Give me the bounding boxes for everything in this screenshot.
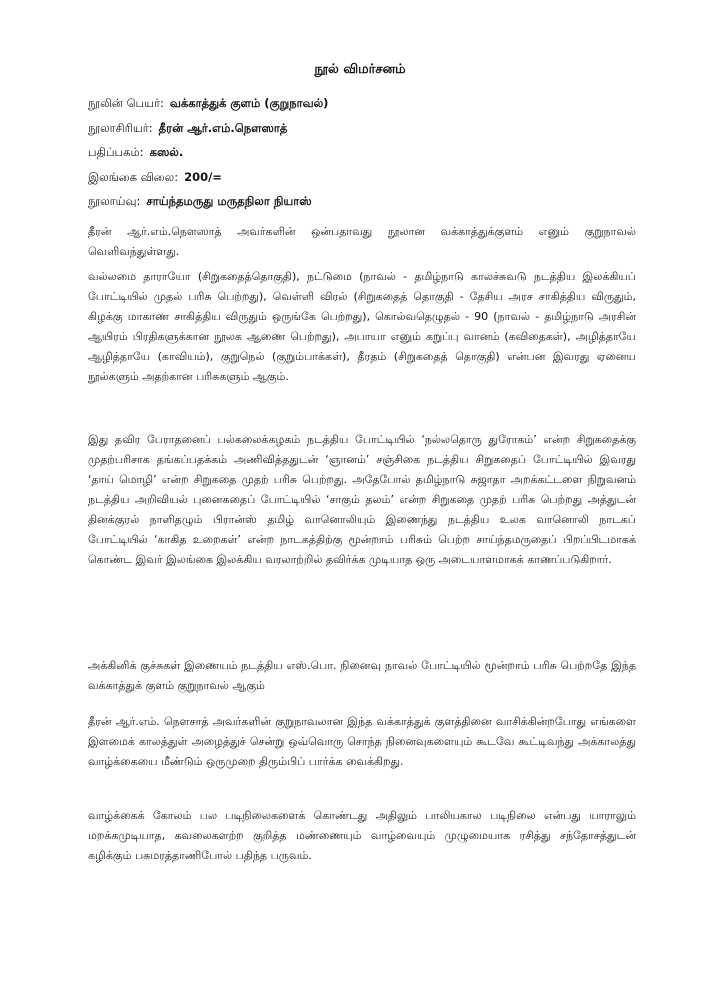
meta-label: நூலாசிரியர்: (88, 121, 153, 135)
meta-author (88, 121, 287, 137)
meta-publisher (88, 145, 183, 161)
meta-reviewer (88, 194, 312, 210)
meta-value: தீரன் ஆர்.எம்.நௌஸாத் (158, 121, 288, 135)
page-title: நூல் விமர்சனம் (314, 62, 406, 77)
paragraph-2: வல்லமை தாராயோ (சிறுகதைத்தொகுதி), நட்டுமை (நாவல் - தமிழ்நாடு காலச்சுவடு நடத்திய இலக்கியப் போட்டியில் முதல் பரிசு பெற்றது), வெள்ளி விரல் (சிறுகதைத் தொகுதி - தேசிய அரச சாகித்திய விருதும், கிழக்கு மாகாண சாகித்திய விருதும் ஒருங்கே பெற்றது), கொல்வதெழுதல் - 90 (நாவல் - தமிழ்நாடு அரசின் ஆயிரம் பிரதிகளுக்கான நூலக ஆணை பெற்றது), அபாயா எனும் கறுப்பு வானம் (கவிதைகள்), அழித்தாயே ஆழித்தாயே (காவியம்), குறுநெல் (குறும்பாக்கள்), தீரதம் (சிறுகதைத் தொகுதி) என்பன இவரது ஏனைய நூல்களும் அதற்கான பரிசுகளும் ஆகும். (88, 270, 636, 383)
meta-value: சாய்ந்தமருது மருதநிலா நியாஸ் (146, 194, 312, 208)
meta-label: இலங்கை விலை: (88, 170, 179, 184)
meta-value: கஸல். (149, 145, 184, 159)
meta-label: நூலாய்வு: (88, 194, 141, 208)
paragraph-5: தீரன் ஆர்.எம். நௌசாத் அவர்களின் குறுநாவலான இந்த வக்காத்துக் குளத்தினை வாசிக்கின்றபோது எங்களை இளமைக் காலத்துள் அழைத்துச் சென்று ஒவ்வொரு சொந்த நினைவுகளையும் கூடவே கூட்டிவந்து அக்காலத்து வாழ்க்கையை மீண்டும் ஒருமுறை திரும்பிப் பார்க்க வைக்கிறது. (88, 715, 636, 768)
meta-value: வக்காத்துக் குளம் (குறுநாவல்) (169, 96, 329, 110)
paragraph-6: வாழ்க்கைக் கோலம் பல படிநிலைகளைக் கொண்டது அதிலும் பாலியகால படிநிலை என்பது யாராலும் மறக்கமுடியாத, கவலைகளற்ற குறித்த மண்ணையும் வாழ்வையும் முழுமையாக ரசித்து சந்தோசத்துடன் கழிக்கும் பசுமரத்தாணிபோல் பதிந்த பருவம். (88, 809, 636, 862)
paragraph-1: தீரன் ஆர்.எம்.நௌஸாத் அவர்களின் ஒன்பதாவது நூலான வக்காத்துக்குளம் எனும் குறுநாவல் வெளிவந்துள்ளது. (88, 225, 636, 258)
meta-label: நூலின் பெயர்: (88, 96, 164, 110)
meta-book-name (88, 96, 328, 112)
meta-price (88, 170, 222, 186)
paragraph-3: இது தவிர பேராதனைப் பல்கலைக்கழகம் நடத்திய போட்டியில் ‘நல்லதொரு துரோகம்’ என்ற சிறுகதைக்கு முதற்பரிசாக தங்கப்பதக்கம் அணிவித்ததுடன் ‘ஞானம்’ சஞ்சிகை நடத்திய சிறுகதைப் போட்டியில் இவரது ‘தாய் மொழி’ என்ற சிறுகதை முதற் பரிசு பெற்றது. அதேபோல் தமிழ்நாடு சுஜாதா அறக்கட்டளை நிறுவனம் நடத்திய அறிவியல் புனைகதைப் போட்டியில் ‘சாகும் தலம்’ என்ற சிறுகதை முதற் பரிசு பெற்றது அத்துடன் தினக்குரல் நாளிதழும் பிரான்ஸ் தமிழ் வானொலியும் இணைந்து நடத்திய உலக வானொலி நாடகப் போட்டியில் ‘காகித உறைகள்’ என்ற நாடகத்திற்கு மூன்றாம் பரிசும் பெற்ற சாய்ந்தமருதைப் பிறப்பிடமாகக் கொண்ட இவர் இலங்கை இலக்கிய வரலாற்றில் தவிர்க்க முடியாத ஒரு அடையாளமாகக் காணப்படுகிறார். (88, 433, 636, 566)
paragraph-4: அக்கினிக் குச்சுகள் இணையம் நடத்திய எஸ்.பொ. நினைவு நாவல் போட்டியில் மூன்றாம் பரிசு பெற்றதே இந்த வக்காத்துக் குளம் குறுநாவல் ஆகும் (88, 659, 636, 692)
meta-value: 200/= (184, 170, 222, 184)
meta-label: பதிப்பகம்: (88, 145, 144, 159)
